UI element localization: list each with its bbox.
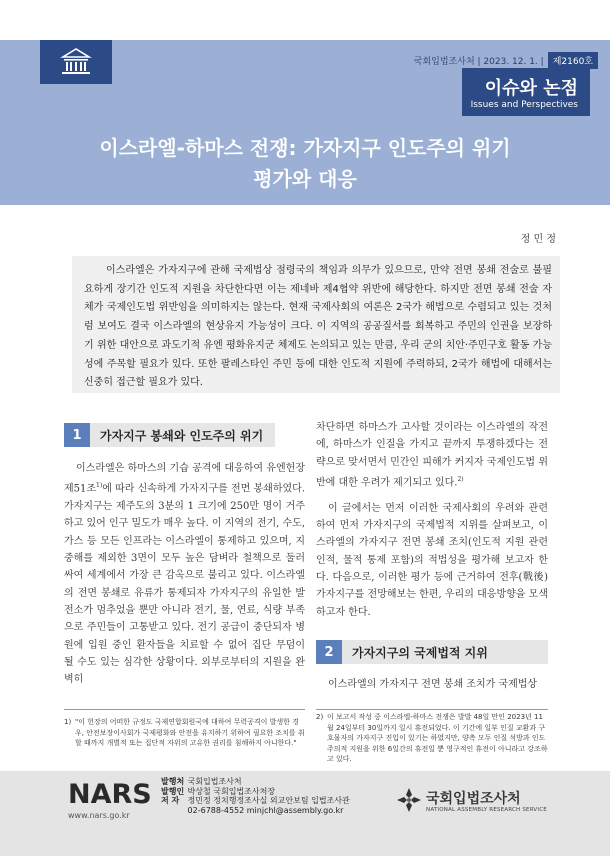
header-top-white bbox=[0, 0, 610, 40]
summary-box bbox=[72, 256, 560, 393]
pub-label-3: 저 자 bbox=[161, 796, 180, 805]
section-title-2: 가자지구의 국제법적 지위 bbox=[352, 645, 488, 660]
series-title: 이슈와 논점 bbox=[484, 78, 578, 99]
contact-info: 02-6788-4552 minjchl@assembly.go.kr bbox=[187, 805, 344, 815]
right-paragraph-1 bbox=[316, 419, 548, 492]
section-heading-2 bbox=[316, 640, 548, 664]
footnote-1 bbox=[64, 717, 305, 767]
footer bbox=[0, 771, 610, 856]
title-line-2: 평가와 대응 bbox=[253, 167, 357, 191]
right-text-1: 차단하면 하마스가 고사할 것이라는 이스라엘의 작전에, 하마스가 인질을 가지고 끝까지 투쟁하겠다는 전략으로 맞서면서 민간인 피해가 커지자 국제인도법 위반에 대한 우려가 제기되고 있다. bbox=[316, 422, 548, 489]
pub-label-2: 발행인 bbox=[161, 786, 185, 796]
right-column-continued bbox=[316, 676, 548, 693]
left-paragraph-1 bbox=[64, 460, 305, 689]
right-paragraph-3: 이스라엘의 가자지구 전면 봉쇄 조치가 국제법상 bbox=[328, 679, 538, 690]
right-paragraph-2: 이 글에서는 먼저 이러한 국제사회의 우려와 관련하여 먼저 가자지구의 국제법적 지위를 살펴보고, 이스라엘의 가자지구 전면 봉쇄 조치(인도적 지원 관련 인적, 물적 통제 포함)의 적법성을 평가해 보고자 한다. 다음으로, 이러한 평가 등에 근거하여 전후(戰後) 가자지구를 전망해보는 한편, 우리의 대응방향을 모색하고자 한다. bbox=[316, 502, 548, 618]
summary-text: 이스라엘은 가자지구에 관해 국제법상 점령국의 책임과 의무가 있으므로, 만약 전면 봉쇄 전술로 불필요하게 장기간 인도적 지원을 차단한다면 이는 제네바 제4협약 위반에 해당한다. 하지만 전면 봉쇄 전술 자체가 국제인도법 위반임을 의미하지는 않는다. 현재 국제사회의 여론은 2국가 해법으로 수렴되고 있는 것처럼 보여도 결국 이스라엘의 현상유지 가능성이 크다. 이 지역의 공공질서를 회복하고 주민의 인권을 보장하기 위한 대안으로 과도기적 유엔 평화유지군 체제도 논의되고 있는 만큼, 우리 군의 치안·주민구호 활동 가능성에 주목할 필요가 있다. 또한 팔레스타인 주민 등에 대한 인도적 지원에 주력하되, 2국가 해법에 대해서는 신중히 접근할 필요가 있다. bbox=[84, 265, 552, 389]
section-title-1: 가자지구 봉쇄와 인도주의 위기 bbox=[100, 428, 264, 443]
left-text-a: 이스라엘은 하마스의 기습 공격에 대응하여 유엔헌장 제51조 bbox=[64, 463, 305, 495]
pub-line-2 bbox=[161, 787, 350, 797]
issue-meta bbox=[414, 52, 598, 69]
pub-line-4 bbox=[161, 806, 350, 816]
issue-number-badge: 제2160호 bbox=[548, 52, 598, 69]
footnote-divider-right bbox=[316, 709, 548, 710]
website-link[interactable]: www.nars.go.kr bbox=[68, 811, 130, 820]
series-subtitle: Issues and Perspectives bbox=[470, 100, 578, 110]
assembly-logo bbox=[40, 40, 112, 84]
left-text-b: 에 따라 신속하게 가자지구를 전면 봉쇄하였다. 가자지구는 제주도의 3분의 1 크기에 250만 명이 거주하고 있어 인구 밀도가 매우 높다. 이 지역의 전기, 수도, 가스 등 모든 인프라는 이스라엘이 통제하고 있으며, 지중해를 제외한 3면이 모두 높은 담벼라 철책으로 둘러싸여 세계에서 가장 큰 감옥으로 불리고 있다. 이스라엘의 전면 봉쇄로 유류가 통제되자 가자지구의 유일한 발전소가 멈추었을 뿐만 아니라 전기, 물, 연료, 식량 부족으로 주민들이 고통받고 있다. 전기 공급이 중단되자 병원에 입원 중인 환자들을 치료할 수 없어 집단 무덤이 될 수도 있는 심각한 상황이다. 외부로부터의 지원을 완벽히 bbox=[64, 483, 306, 686]
publication-info bbox=[161, 777, 350, 815]
pub-value-1: 국회입법조사처 bbox=[187, 777, 242, 786]
nars-emblem-icon bbox=[396, 787, 422, 813]
right-column bbox=[316, 419, 548, 621]
footnote-1-number: 1) bbox=[64, 718, 72, 726]
title-line-1: 이스라엘-하마스 전쟁: 가자지구 인도주의 위기 bbox=[99, 136, 511, 160]
footnote-2-number: 2) bbox=[316, 713, 324, 721]
pub-line-1 bbox=[161, 777, 350, 787]
section-heading-1 bbox=[64, 423, 275, 447]
footnote-ref-1[interactable]: 1) bbox=[96, 482, 103, 490]
pub-line-3 bbox=[161, 796, 350, 806]
left-column bbox=[64, 460, 305, 689]
pub-label-1: 발행처 bbox=[161, 777, 185, 786]
page-title bbox=[0, 133, 610, 195]
pub-value-3: 정민정 정치행정조사실 외교안보팀 입법조사관 bbox=[187, 796, 350, 805]
org-name-english: NATIONAL ASSEMBLY RESEARCH SERVICE bbox=[426, 807, 547, 813]
footnote-2 bbox=[316, 712, 548, 770]
footnote-divider-left bbox=[64, 709, 305, 710]
assembly-building-icon bbox=[56, 46, 96, 78]
issue-date-line: 국회입법조사처 | 2023. 12. 1. | bbox=[413, 57, 544, 67]
author-name: 정 민 정 bbox=[520, 234, 556, 245]
nars-logo: NARS bbox=[68, 779, 152, 810]
series-box bbox=[462, 68, 590, 116]
org-name-korean: 국회입법조사처 bbox=[426, 791, 521, 807]
footnote-1-text: "이 헌장의 어떠한 규정도 국제연합회원국에 대하여 무력공격이 발생한 경우, 안전보장이사회가 국제평화와 안전을 유지하기 위하여 필요한 조치를 취할 때까지 개별적 또는 집단적 자위의 고유한 권리를 침해하지 아니한다." bbox=[75, 718, 305, 747]
section-number-1: 1 bbox=[64, 423, 90, 447]
footnote-2-text: 이 보고서 작성 중 이스라엘-하마스 전쟁은 발발 48일 만인 2023년 11월 24일부터 30일까지 일시 휴전되었다. 이 기간에 일부 인질 교환과 구호물자의 가자지구 진입이 있기는 하였지만, 양측 모두 인질 석방과 인도주의적 지원을 위한 6일간의 휴전일 뿐 영구적인 휴전이 아니라고 강조하고 있다. bbox=[327, 713, 548, 763]
pub-value-2: 박상철 국회입법조사처장 bbox=[187, 786, 276, 796]
footnote-ref-2[interactable]: 2) bbox=[457, 476, 464, 484]
section-number-2: 2 bbox=[316, 640, 342, 664]
